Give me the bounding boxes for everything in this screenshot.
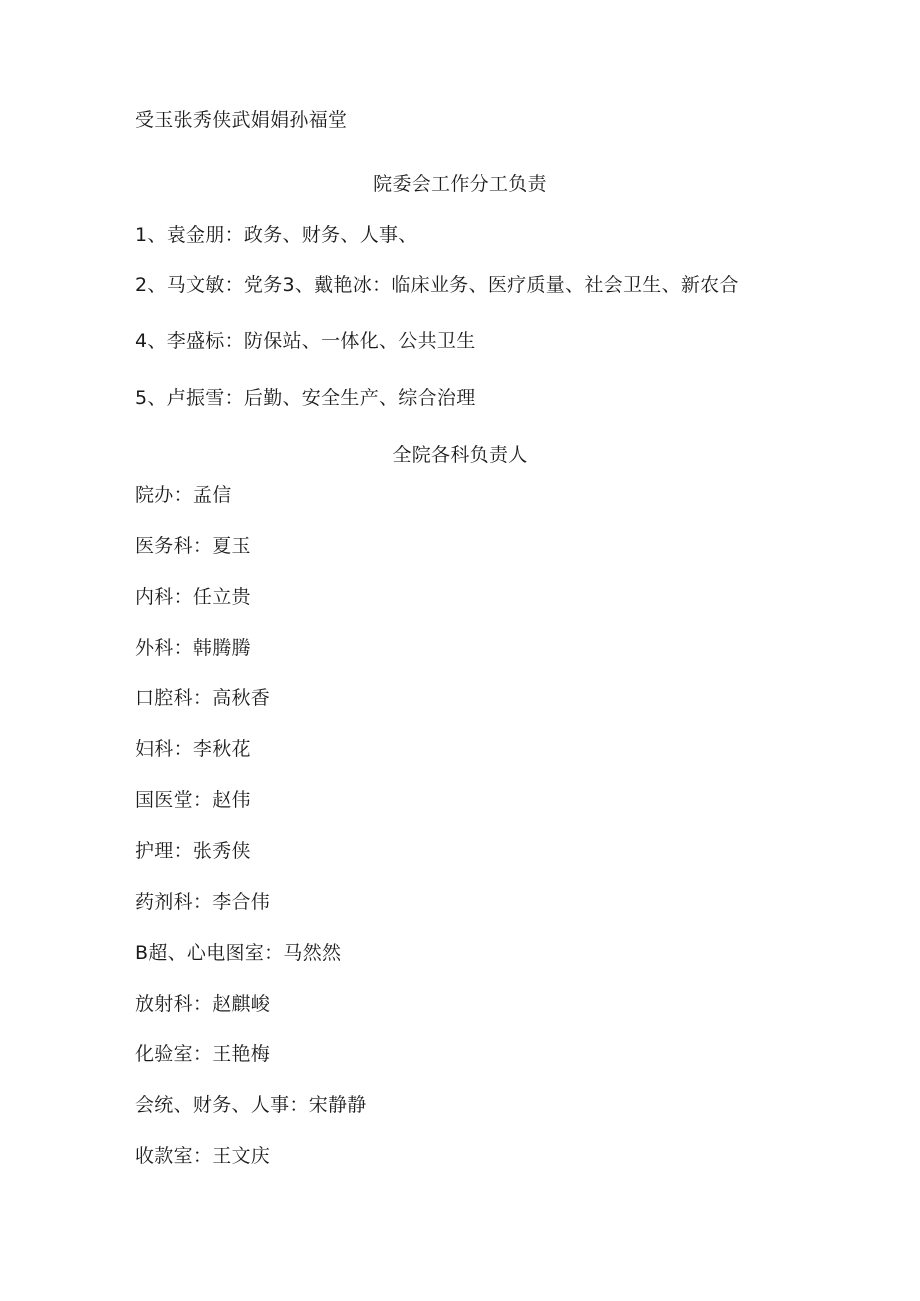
section1-title: 院委会工作分工负责 [373,173,547,195]
section2-title: 全院各科负责人 [392,444,528,466]
department-item: 护理：张秀侠 [135,840,251,862]
header-names: 受玉张秀侠武娟娟孙福堂 [135,109,348,131]
department-item: 内科：任立贵 [135,586,251,608]
committee-item: 2、马文敏：党务3、戴艳冰：临床业务、医疗质量、社会卫生、新农合 [135,274,739,296]
department-item: 会统、财务、人事：宋静静 [135,1094,367,1116]
committee-item: 5、卢振雪：后勤、安全生产、综合治理 [135,387,476,409]
department-item: B超、心电图室：马然然 [135,942,342,964]
department-item: 化验室：王艳梅 [135,1043,271,1065]
committee-item: 4、李盛标：防保站、一体化、公共卫生 [135,330,476,352]
department-item: 收款室：王文庆 [135,1145,271,1167]
committee-item: 1、袁金朋：政务、财务、人事、 [135,224,418,246]
department-item: 妇科：李秋花 [135,738,251,760]
department-item: 医务科：夏玉 [135,535,251,557]
department-item: 口腔科：高秋香 [135,687,271,709]
department-item: 院办：孟信 [135,484,232,506]
department-item: 药剂科：李合伟 [135,891,271,913]
department-item: 外科：韩腾腾 [135,637,251,659]
department-item: 国医堂：赵伟 [135,789,251,811]
department-item: 放射科：赵麒峻 [135,993,271,1015]
